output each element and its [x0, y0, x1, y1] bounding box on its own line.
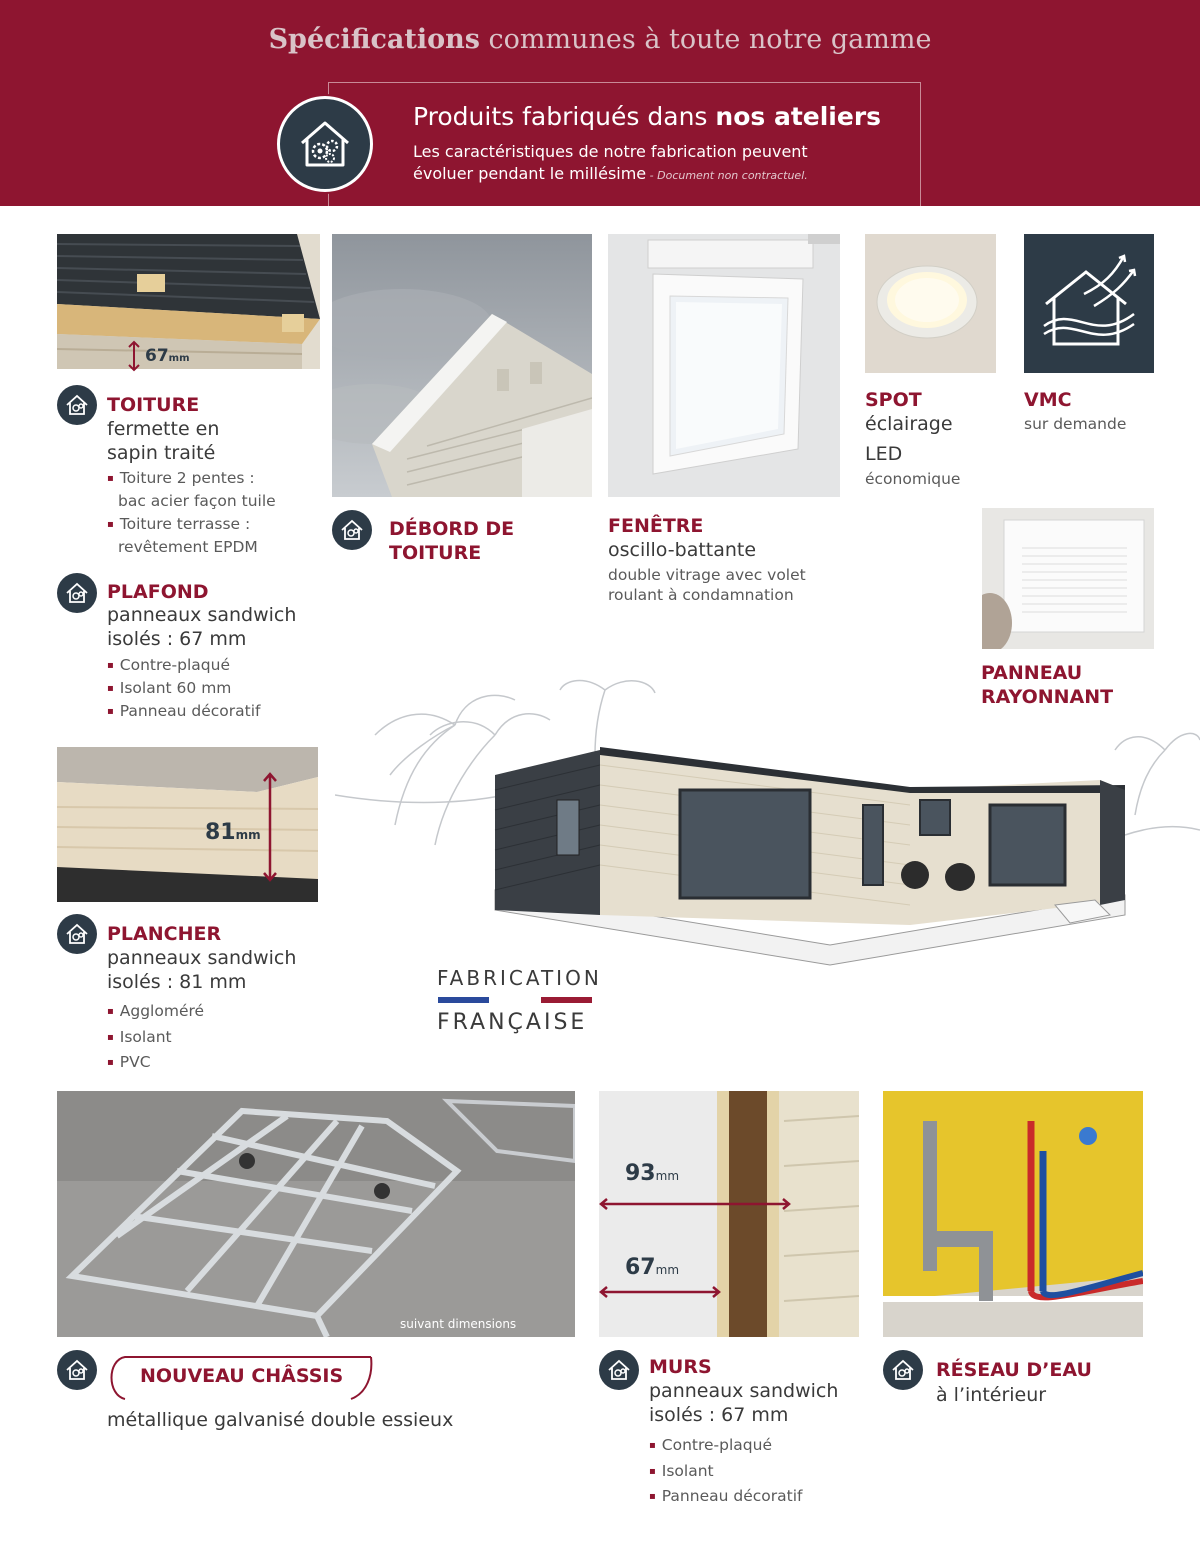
list-item: revêtement EPDM — [118, 538, 258, 556]
plafond-subtitle: panneaux sandwich isolés : 67 mm — [107, 604, 297, 650]
ventilation-house-icon — [1024, 234, 1154, 373]
header-description: Les caractéristiques de notre fabrication peuvent évoluer pendant le millésime - Document non contractuel. — [413, 142, 808, 183]
page-title: Spécifications communes à toute notre gamme — [268, 24, 932, 55]
workshop-gears-icon — [57, 1350, 97, 1390]
spot-line3: économique — [865, 470, 961, 488]
workshop-gears-icon — [332, 510, 372, 550]
debord-title: DÉBORD DE TOITURE — [389, 518, 515, 564]
chassis-photo — [57, 1091, 575, 1337]
list-item: ▪ Panneau décoratif — [649, 1485, 802, 1511]
workshop-gears-icon — [57, 914, 97, 954]
spot-title: SPOT — [865, 389, 922, 411]
plancher-subtitle: panneaux sandwich isolés : 81 mm — [107, 947, 297, 993]
spot-line2: LED — [865, 443, 903, 465]
led-spot-photo — [865, 234, 996, 373]
list-item: ▪ PVC — [107, 1051, 204, 1077]
workshop-gears-icon — [883, 1350, 923, 1390]
toiture-title: TOITURE — [107, 394, 200, 416]
murs-subtitle: panneaux sandwich isolés : 67 mm — [649, 1380, 839, 1426]
toiture-subtitle: fermette en sapin traité — [107, 418, 220, 464]
list-item: ▪ Toiture terrasse : — [107, 514, 276, 537]
murs-list — [649, 1434, 802, 1511]
list-item: ▪ Isolant — [649, 1460, 802, 1486]
spot-line1: éclairage — [865, 413, 953, 435]
murs-title: MURS — [649, 1356, 712, 1378]
workshop-gears-icon — [57, 573, 97, 613]
plancher-list — [107, 1000, 204, 1077]
chassis-subtitle: métallique galvanisé double essieux — [107, 1409, 454, 1431]
roof-dimension-label: 67mm — [145, 346, 190, 366]
list-item: ▪ Aggloméré — [107, 1000, 204, 1026]
chassis-title: NOUVEAU CHÂSSIS — [140, 1365, 344, 1387]
workshop-house-gears-icon — [277, 96, 373, 192]
wall-dimension-arrow-67 — [599, 1283, 721, 1302]
disclaimer-note: - Document non contractuel. — [646, 169, 808, 182]
list-item: ▪ Contre-plaqué — [649, 1434, 802, 1460]
list-item: ▪ Isolant 60 mm — [107, 678, 260, 701]
floor-dimension-arrow — [263, 772, 277, 886]
vmc-subtitle: sur demande — [1024, 415, 1127, 433]
list-item: ▪ Isolant — [107, 1026, 204, 1052]
header-headline: Produits fabriqués dans nos ateliers — [413, 102, 882, 131]
list-item: ▪ Toiture 2 pentes : — [107, 468, 276, 491]
workshop-gears-icon — [57, 385, 97, 425]
workshop-gears-icon — [599, 1350, 639, 1390]
reseau-subtitle: à l’intérieur — [936, 1384, 1047, 1406]
roof-overhang-photo — [332, 234, 592, 497]
plafond-list — [107, 655, 260, 724]
fenetre-description: double vitrage avec volet roulant à condamnation — [608, 566, 806, 604]
reseau-title: RÉSEAU D’EAU — [936, 1359, 1092, 1381]
toiture-list — [107, 468, 276, 560]
fabrication-label: FABRICATION — [437, 966, 602, 990]
water-network-photo — [883, 1091, 1143, 1337]
panneau-title: PANNEAU RAYONNANT — [981, 662, 1114, 708]
french-flag-bar — [438, 997, 592, 1003]
floor-dimension-label: 81mm — [205, 820, 261, 845]
wall-dimension-label-93: 93mm — [625, 1161, 680, 1186]
wall-dimension-label-67: 67mm — [625, 1255, 680, 1280]
floor-panel-photo — [57, 747, 318, 902]
plafond-title: PLAFOND — [107, 581, 209, 603]
chassis-caption: suivant dimensions — [400, 1317, 517, 1331]
window-photo — [608, 234, 840, 497]
list-item: ▪ Contre-plaqué — [107, 655, 260, 678]
list-item: ▪ Panneau décoratif — [107, 701, 260, 724]
list-item: bac acier façon tuile — [118, 492, 276, 510]
francaise-label: FRANÇAISE — [437, 1010, 588, 1035]
plancher-title: PLANCHER — [107, 923, 222, 945]
wall-dimension-arrow-93 — [599, 1195, 791, 1214]
roof-dimension-arrow — [128, 340, 140, 376]
radiant-panel-photo — [982, 508, 1154, 649]
fenetre-subtitle: oscillo-battante — [608, 539, 757, 561]
fenetre-title: FENÊTRE — [608, 515, 704, 537]
vmc-title: VMC — [1024, 389, 1072, 411]
